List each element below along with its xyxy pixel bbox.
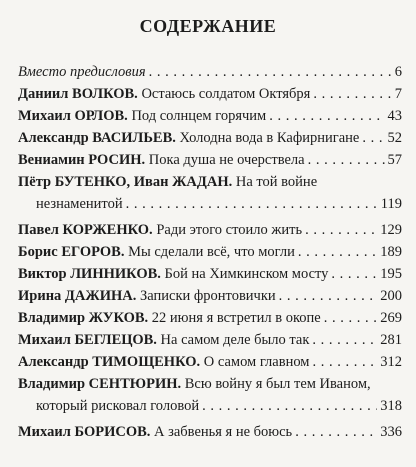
entry-page: 189 — [380, 244, 402, 260]
entry-title: Ради этого стоило жить — [156, 222, 303, 238]
entry-author: Виктор ЛИННИКОВ. — [18, 266, 161, 282]
entry-title: Холодна вода в Кафирнигане — [179, 130, 360, 146]
entry-title: Пока душа не очерствела — [148, 152, 305, 168]
entry-author: Даниил ВОЛКОВ. — [18, 86, 138, 102]
dot-leader — [202, 395, 377, 417]
entry-page: 6 — [394, 64, 402, 80]
entry-page: 52 — [387, 130, 402, 146]
entry-title: Остаюсь солдатом Октября — [141, 86, 311, 102]
entry-title: На той войне — [235, 174, 318, 190]
entry-author: Михаил ОРЛОВ. — [18, 108, 128, 124]
toc-entry — [18, 421, 402, 443]
toc-entry — [18, 127, 402, 149]
entry-author: Пётр БУТЕНКО, Иван ЖАДАН. — [18, 174, 233, 190]
entry-title: 22 июня я встретил в окопе — [151, 310, 321, 326]
entry-page: 129 — [380, 222, 402, 238]
entry-page: 57 — [387, 152, 402, 168]
entry-page: 195 — [380, 266, 402, 282]
entry-title: На самом деле было так — [160, 332, 310, 348]
entry-title: О самом главном — [203, 354, 310, 370]
entry-page: 119 — [380, 196, 402, 212]
dot-leader — [331, 263, 377, 285]
toc-entry — [18, 285, 402, 307]
dot-leader — [308, 149, 385, 171]
dot-leader — [279, 285, 378, 307]
dot-leader — [269, 105, 384, 127]
entry-title: А забвенья я не боюсь — [154, 424, 293, 440]
toc-entry — [18, 149, 402, 171]
dot-leader — [295, 421, 377, 443]
entry-author: Михаил БОРИСОВ. — [18, 424, 151, 440]
page-title: СОДЕРЖАНИЕ — [139, 16, 277, 36]
entry-author: Владимир ЖУКОВ. — [18, 310, 149, 326]
dot-leader — [313, 83, 391, 105]
dot-leader — [362, 127, 384, 149]
entry-page: 43 — [387, 108, 402, 124]
toc-entry — [18, 307, 402, 329]
toc-entry — [18, 61, 402, 83]
toc-entry — [18, 263, 402, 285]
entry-page: 318 — [380, 398, 402, 414]
entry-author: Александр ВАСИЛЬЕВ. — [18, 130, 176, 146]
toc-entry — [18, 219, 402, 241]
entry-author: Михаил БЕГЛЕЦОВ. — [18, 332, 157, 348]
toc-entry — [18, 171, 402, 215]
dot-leader — [126, 193, 378, 215]
entry-author: Вениамин РОСИН. — [18, 152, 146, 168]
dot-leader — [298, 241, 377, 263]
dot-leader — [305, 219, 377, 241]
entry-page: 200 — [380, 288, 402, 304]
table-of-contents — [18, 61, 402, 443]
toc-entry — [18, 241, 402, 263]
toc-entry — [18, 329, 402, 351]
entry-page: 7 — [394, 86, 402, 102]
toc-entry — [18, 373, 402, 417]
entry-title-continued: незнаменитой — [36, 196, 123, 212]
entry-page: 281 — [380, 332, 402, 348]
entry-title: Под солнцем горячим — [131, 108, 267, 124]
entry-title: Всю войну я был тем Иваном, — [184, 376, 371, 392]
dot-leader — [324, 307, 378, 329]
entry-title: Записки фронтовички — [140, 288, 276, 304]
toc-entry — [18, 83, 402, 105]
entry-page: 312 — [380, 354, 402, 370]
toc-entry — [18, 105, 402, 127]
entry-author: Владимир СЕНТЮРИН. — [18, 376, 182, 392]
dot-leader — [149, 61, 392, 83]
entry-page: 269 — [380, 310, 402, 326]
entry-title: Мы сделали всё, что могли — [128, 244, 295, 260]
entry-title: Бой на Химкинском мосту — [164, 266, 329, 282]
toc-entry — [18, 351, 402, 373]
entry-author: Борис ЕГОРОВ. — [18, 244, 125, 260]
entry-title: Вместо предисловия — [18, 64, 146, 80]
entry-author: Ирина ДАЖИНА. — [18, 288, 137, 304]
entry-author: Александр ТИМОЩЕНКО. — [18, 354, 201, 370]
dot-leader — [312, 329, 377, 351]
entry-title-continued: который рисковал головой — [36, 398, 200, 414]
dot-leader — [312, 351, 377, 373]
entry-page: 336 — [380, 424, 402, 440]
entry-author: Павел КОРЖЕНКО. — [18, 222, 153, 238]
